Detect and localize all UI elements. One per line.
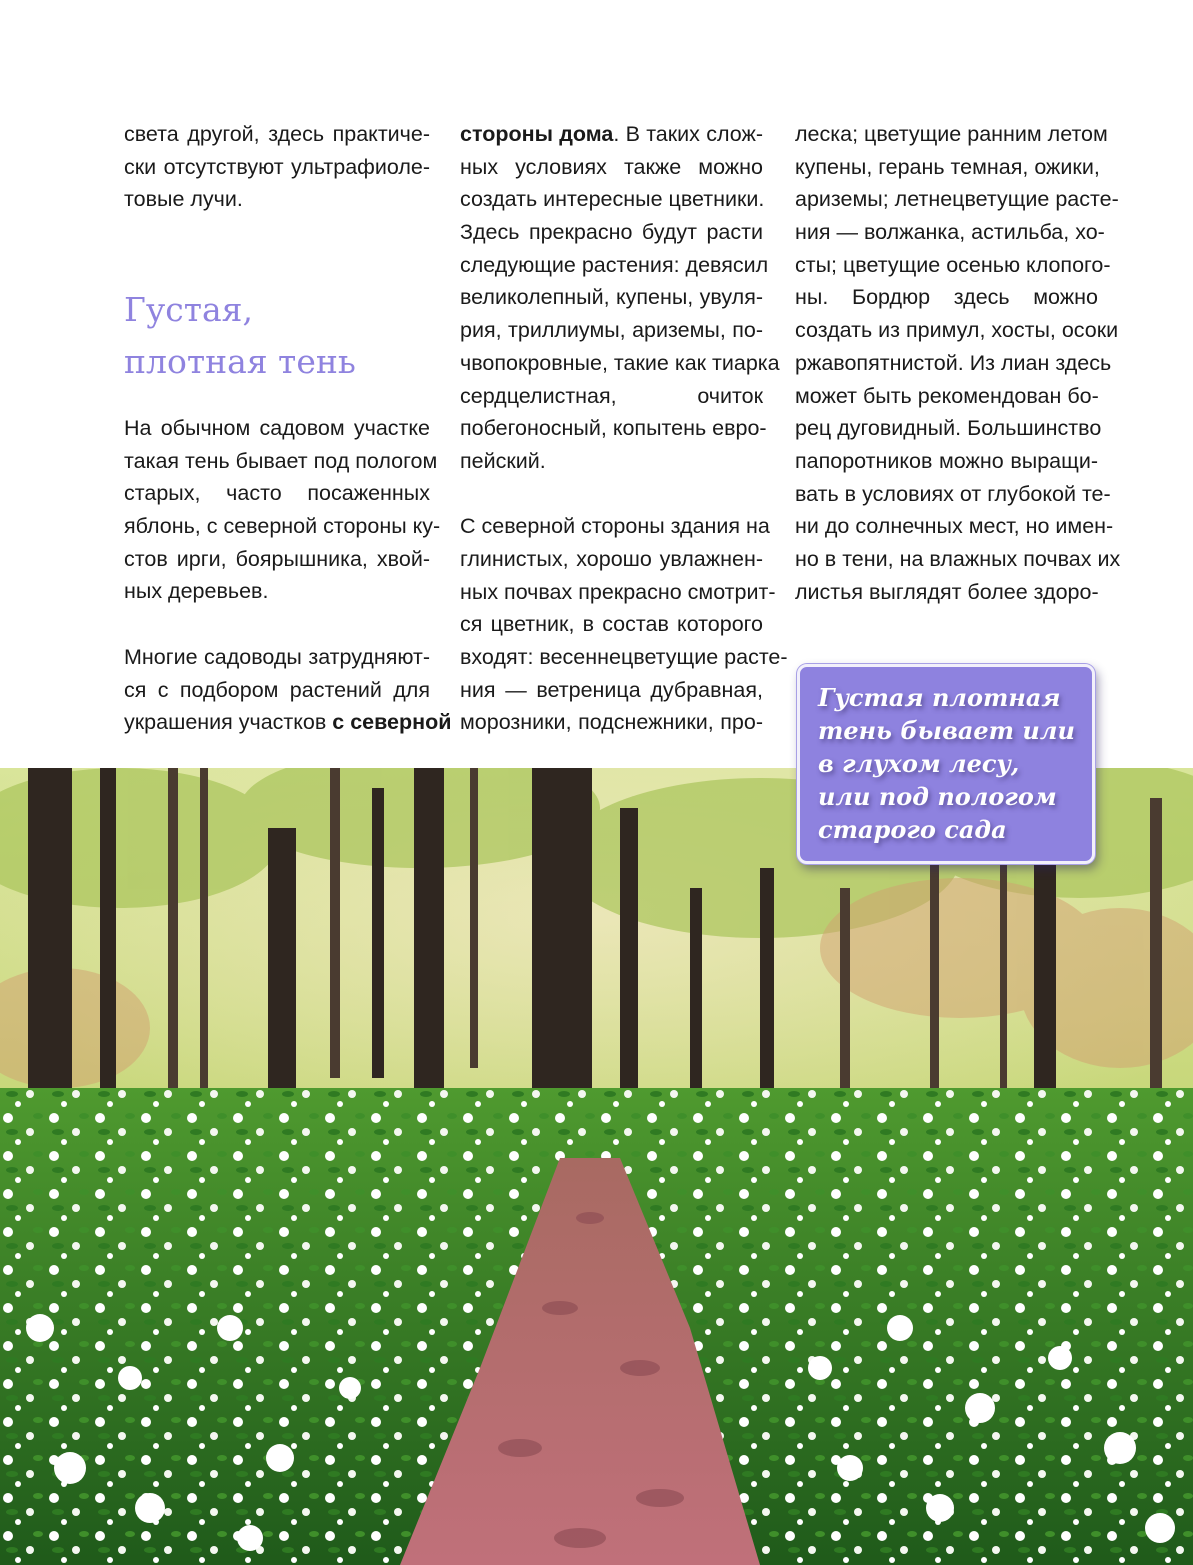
text-line: ния — волжанка, астильба, хо- <box>795 220 1105 245</box>
callout-line: тень бывает или <box>818 716 1075 745</box>
text-line <box>460 118 763 151</box>
text-line: папоротников можно выращи- <box>795 448 1098 473</box>
text-line: рец дуговидный. Большинство <box>795 416 1102 441</box>
text-line: морозники, подснежники, про- <box>460 710 763 735</box>
paragraph-shade-description <box>124 412 452 739</box>
text-line: но в тени, на влажных почвах их <box>795 546 1121 571</box>
text-line: пейский. <box>460 448 546 473</box>
text-line: входят: весеннецветущие расте- <box>460 645 788 669</box>
text-run: . В таких слож- <box>613 122 763 146</box>
text-line: ариземы; летнецветущие расте- <box>795 187 1119 212</box>
text-line: леска; цветущие ранним летом <box>795 122 1108 146</box>
text-line <box>124 706 452 739</box>
text-line: На обычном садовом участке <box>124 416 430 440</box>
text-line: ны. Бордюр здесь можно <box>795 285 1098 310</box>
text-line: ся цветник, в состав которого <box>460 612 763 637</box>
callout-line: в глухом лесу, <box>818 749 1020 778</box>
text-line: ния — ветреница дубравная, <box>460 677 763 702</box>
text-line: глинистых, хорошо увлажнен- <box>460 546 763 571</box>
text-line: такая тень бывает под пологом <box>124 448 438 473</box>
text-line: следующие растения: девясил <box>460 252 769 277</box>
text-line: сты; цветущие осенью клопого- <box>795 252 1111 277</box>
text-column-2 <box>460 118 788 739</box>
section-heading <box>124 284 356 388</box>
bold-text: стороны дома <box>460 122 614 146</box>
text-line: может быть рекомендован бо- <box>795 383 1099 408</box>
text-line: создать из примул, хосты, осоки <box>795 318 1119 343</box>
text-line: великолепный, купены, увуля- <box>460 285 763 310</box>
text-line: Многие садоводы затрудняют- <box>124 644 430 669</box>
text-line: вать в условиях от глубокой те- <box>795 481 1111 506</box>
text-line: яблонь, с северной стороны ку- <box>124 514 441 539</box>
callout-line: старого сада <box>818 815 1007 844</box>
text-line: С северной стороны здания на <box>460 514 770 539</box>
text-line: сердцелистная, очиток <box>460 383 763 408</box>
text-line: листья выглядят более здоро- <box>795 579 1099 604</box>
text-line: купены, герань темная, ожики, <box>795 154 1100 179</box>
text-column-1 <box>124 118 430 216</box>
text-line: ных почвах прекрасно смотрит- <box>460 579 776 604</box>
text-line: Здесь прекрасно будут расти <box>460 220 763 245</box>
text-line: ных деревьев. <box>124 579 269 604</box>
callout-line: или под пологом <box>818 782 1057 811</box>
text-column-3 <box>795 118 1121 608</box>
text-line: стов ирги, боярышника, хвой- <box>124 546 430 571</box>
text-line: создать интересные цветники. <box>460 187 765 212</box>
text-line: ски отсутствуют ультрафиоле- <box>124 154 430 179</box>
heading-line-1: Густая, <box>124 290 253 329</box>
text-line: побегоносный, копытень евро- <box>460 416 767 441</box>
text-line: ся с подбором растений для <box>124 677 430 702</box>
text-line: ржавопятнистой. Из лиан здесь <box>795 350 1112 375</box>
forest-illustration <box>0 768 1193 1565</box>
callout-line: Густая плотная <box>818 683 1061 712</box>
text-line: ных условиях также можно <box>460 154 763 179</box>
text-line: света другой, здесь практиче- <box>124 122 430 146</box>
bold-text: с северной <box>332 710 452 735</box>
heading-line-2: плотная тень <box>124 342 356 381</box>
text-line: ни до солнечных мест, но имен- <box>795 514 1114 539</box>
text-run: украшения участков <box>124 710 333 735</box>
text-line: товые лучи. <box>124 187 243 212</box>
text-line: рия, триллиумы, ариземы, по- <box>460 318 763 343</box>
forest-photo <box>0 768 1193 1565</box>
text-line: старых, часто посаженных <box>124 481 430 506</box>
text-line: чвопокровные, такие как тиарка <box>460 350 780 375</box>
callout-quote <box>797 664 1095 864</box>
